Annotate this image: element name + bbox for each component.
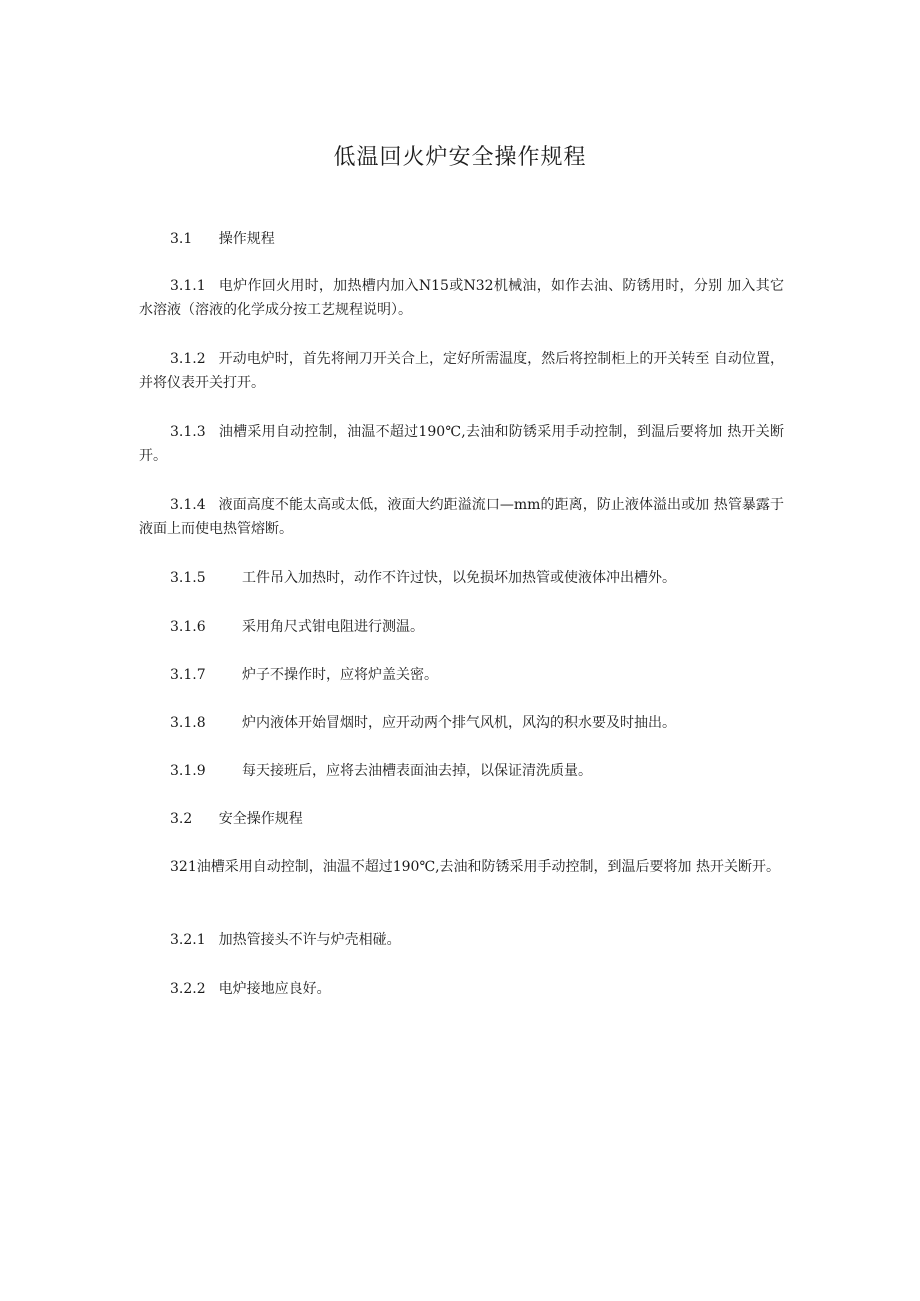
paragraph-text: 工件吊入加热时，动作不许过快，以免损坏加热管或使液体冲出槽外。 xyxy=(242,570,676,586)
section-number: 3.1 xyxy=(170,231,193,247)
paragraph-text: 炉子不操作时，应将炉盖关密。 xyxy=(242,667,438,683)
section-heading-3-2 xyxy=(139,807,784,831)
section-number: 3.2.2 xyxy=(170,981,206,997)
paragraph-text: 开动电炉时，首先将闸刀开关合上，定好所需温度，然后将控制柜上的开关转至 自动位置，并将仪表开关打开。 xyxy=(139,351,784,391)
paragraph-3-1-6 xyxy=(139,615,784,639)
page-title: 低温回火炉安全操作规程 xyxy=(333,145,587,170)
paragraph-3-1-7 xyxy=(139,663,784,687)
section-number: 3.1.7 xyxy=(170,667,206,683)
paragraph-text: 液面高度不能太高或太低，液面大约距溢流口—mm的距离，防止液体溢出或加 热管暴露于液面上而使电热管熔断。 xyxy=(139,497,784,537)
section-number: 3.1.8 xyxy=(170,715,206,731)
section-number: 3.1.3 xyxy=(170,424,206,440)
section-number: 3.2 xyxy=(170,811,193,827)
section-number: 3.1.9 xyxy=(170,763,206,779)
paragraph-text: 加热管接头不许与炉壳相碰。 xyxy=(218,932,401,948)
section-number: 3.1.2 xyxy=(170,351,206,367)
section-number: 3.2.1 xyxy=(170,932,206,948)
section-number: 3.1.6 xyxy=(170,619,206,635)
section-heading-3-1 xyxy=(139,227,784,251)
section-text: 安全操作规程 xyxy=(218,811,303,827)
paragraph-3-1-4 xyxy=(139,493,784,541)
paragraph-text: 炉内液体开始冒烟时，应开动两个排气风机，风沟的积水要及时抽出。 xyxy=(242,715,676,731)
paragraph-text: 电炉作回火用时，加热槽内加入N15或N32机械油，如作去油、防锈用时，分别 加入其它水溶液（溶液的化学成分按工艺规程说明）。 xyxy=(139,278,784,318)
paragraph-text: 油槽采用自动控制，油温不超过190℃,去油和防锈采用手动控制，到温后要将加 热开关断开。 xyxy=(139,424,784,464)
paragraph-3-2-2 xyxy=(139,977,784,1001)
paragraph-3-1-3 xyxy=(139,420,784,468)
paragraph-text: 321油槽采用自动控制，油温不超过190℃,去油和防锈采用手动控制，到温后要将加 热开关断开。 xyxy=(170,859,781,875)
paragraph-3-1-8 xyxy=(139,711,784,735)
section-number: 3.1.5 xyxy=(170,570,206,586)
paragraph-3-1-2 xyxy=(139,347,784,395)
paragraph-3-2-1-combined xyxy=(139,855,784,879)
paragraph-3-2-1 xyxy=(139,928,784,952)
paragraph-3-1-5 xyxy=(139,566,784,590)
section-number: 3.1.4 xyxy=(170,497,206,513)
paragraph-text: 采用角尺式钳电阻进行测温。 xyxy=(242,619,424,635)
section-number: 3.1.1 xyxy=(170,278,206,294)
paragraph-3-1-9 xyxy=(139,759,784,783)
paragraph-text: 电炉接地应良好。 xyxy=(218,981,331,997)
paragraph-3-1-1 xyxy=(139,274,784,322)
paragraph-text: 每天接班后，应将去油槽表面油去掉，以保证清洗质量。 xyxy=(242,763,592,779)
section-text: 操作规程 xyxy=(218,231,275,247)
